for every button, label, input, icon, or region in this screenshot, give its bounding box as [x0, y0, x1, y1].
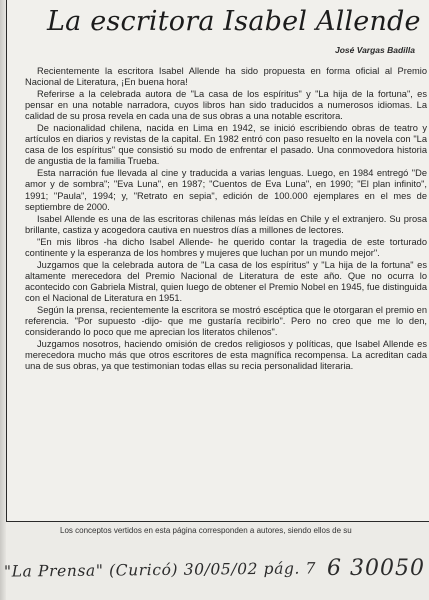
handwritten-annotation [4, 553, 429, 599]
handwritten-source-note: "La Prensa" (Curicó) 30/05/02 pág. 7 [3, 559, 317, 581]
article-paragraph: De nacionalidad chilena, nacida en Lima en 1942, se inició escribiendo obras de teatro y artículos en diarios y revistas de la capital. En 1982 entró con paso resuelto en la novela con "La casa de los espíritus" que consistió su modo de enfrentar el pasado. Una conmovedora historia de angustia de la familia Trueba. [25, 123, 427, 167]
article-paragraph: Juzgamos nosotros, haciendo omisión de credos religiosos y políticas, que Isabel Allende es merecedora mucho más que otros escritores de esta magnífica recompensa. La acreditan cada una de sus obras, ya que testimonian todas ellas su recia personalidad literaria. [25, 339, 427, 372]
footer-disclaimer: Los conceptos vertidos en esta página corresponden a autores, siendo ellos de su [60, 526, 352, 535]
article-paragraph: Referirse a la celebrada autora de "La casa de los espíritus" y "La hija de la fortuna", es pensar en una notable narradora, cuyos libros han sido traducidos a numerosos idiomas. La calidad de su prosa revela en cada una de sus obras a una notable escritora. [25, 89, 427, 122]
article-paragraph: Isabel Allende es una de las escritoras chilenas más leídas en Chile y el extranjero. Su prosa brillante, castiza y acogedora cautiva en nuestros días a millones de lectores. [25, 213, 427, 235]
article-body [25, 66, 427, 373]
article-title: La escritora Isabel Allende [47, 6, 421, 37]
article-paragraph: "En mis libros -ha dicho Isabel Allende- he querido contar la tragedia de este torturado continente y la esperanza de los hombres y mujeres que luchan por un mundo mejor". [25, 236, 427, 258]
article-author: José Vargas Badilla [334, 45, 415, 55]
article-paragraph: Recientemente la escritora Isabel Allende ha sido propuesta en forma oficial al Premio Nacional de Literatura, ¡En buena hora! [25, 66, 427, 88]
article-paragraph: Según la prensa, recientemente la escritora se mostró escéptica que le otorgaran el premio en referencia. "Por supuesto -dijo- que me gustaría recibirlo". Pero no creo que me lo den, considerando lo poco que me aprecian los literatos chilenos". [25, 304, 427, 338]
article-clipping [6, 0, 429, 522]
article-paragraph: Esta narración fue llevada al cine y traducida a varias lenguas. Luego, en 1984 entregó "De amor y de sombra"; "Eva Luna", en 1987; "Cuentos de Eva Luna", en 1990; "El plan infinito", 1991; "Paula", 1994; y, "Retrato en sepia", edición de 100.000 ejemplares en el mes de septiembre de 2000. [25, 168, 427, 212]
handwritten-catalog-number: 6 30050 [327, 556, 425, 581]
article-paragraph: Juzgamos que la celebrada autora de "La casa de los espíritus" y "La hija de la fortuna" es altamente merecedora del Premio Nacional de Literatura de este año. Que no ocurra lo acontecido con Gabriela Mistral, quien luego de obtener el Premio Nobel en 1945, fue distinguida con el Nacional de Literatura en 1951. [25, 259, 427, 303]
